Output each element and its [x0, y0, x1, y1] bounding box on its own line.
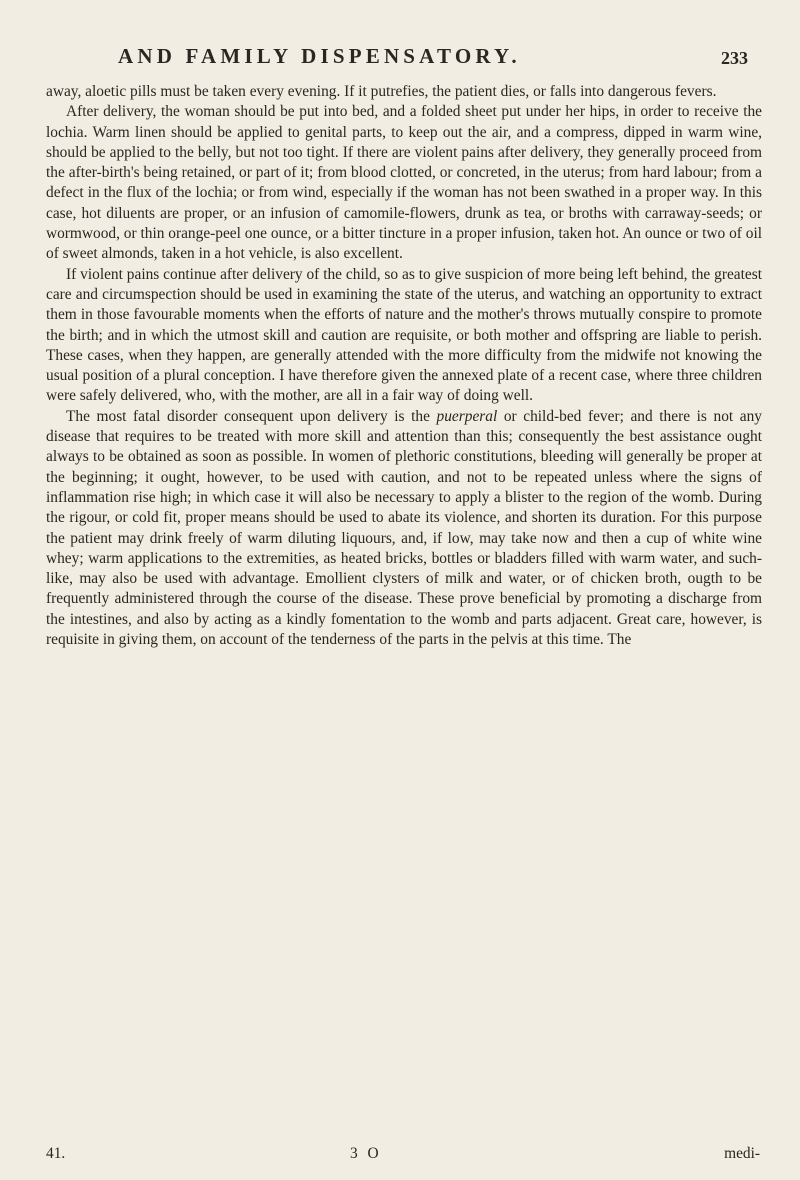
- page-footer: [0, 1145, 800, 1169]
- gathering-mark: 3 O: [350, 1145, 382, 1162]
- catchword: medi-: [724, 1145, 760, 1162]
- signature-mark: 41.: [46, 1145, 66, 1162]
- paragraph-text-rest: or child-bed fever; and there is not any disease that requires to be treated with more skill and attention than this; consequently the best assistance ought always to be obtained as soon as possible. In women of plethoric constitutions, bleeding will generally be proper at the beginning; it ought, however, to be used with caution, and not to be repeated unless where the signs of inflammation rise high; in which case it will also be necessary to apply a blister to the region of the womb. During the rigour, or cold fit, proper means should be used to abate its violence, and shorten its duration. For this purpose the patient may drink freely of warm diluting liquours, and, if low, may take now and then a cup of white wine whey; warm applications to the extremities, as heated bricks, bottles or bladders filled with warm water, and such-like, may also be used with advantage. Emollient clysters of milk and water, or of chicken broth, ougth to be frequently administered through the course of the disease. These prove beneficial by promoting a discharge from the intestines, and also by acting as a kindly fomentation to the womb and parts adjacent. Great care, however, is requisite in giving them, on account of the tenderness of the parts in the pelvis at this time. The: [46, 407, 762, 649]
- running-title: AND FAMILY DISPENSATORY.: [118, 44, 521, 68]
- paragraph-text-start: The most fatal disorder consequent upon delivery is the: [66, 407, 437, 425]
- paragraph-continuation: away, aloetic pills must be taken every evening. If it putrefies, the patient dies, or falls into dangerous fevers.: [46, 83, 717, 100]
- body-text: [46, 82, 762, 650]
- italic-term: puerperal: [436, 407, 498, 425]
- paragraph-violent-pains: If violent pains continue after delivery of the child, so as to give suspicion of more being left behind, the greatest care and circumspection should be used in examining the state of the uterus, and watching an opportunity to extract them in those favourable moments when the efforts of nature and the mother's throws mutually conspire to promote the birth; and in which the utmost skill and caution are requisite, or both mother and offspring are liable to perish. These cases, when they happen, are generally attended with the more difficulty from the midwife not knowing the usual position of a plural conception. I have therefore given the annexed plate of a recent case, where three children were safely delivered, who, with the mother, are all in a fair way of doing well.: [46, 265, 762, 405]
- running-head: [0, 44, 800, 74]
- paragraph-after-delivery: After delivery, the woman should be put into bed, and a folded sheet put under her hips, in order to receive the lochia. Warm linen should be applied to genital parts, to keep out the air, and a compress, dipped in warm wine, should be applied to the belly, but not too tight. If there are violent pains after delivery, they generally proceed from the after-birth's being retained, or part of it; from blood clotted, or concreted, in the uterus; from hard labour; from a defect in the flux of the lochia; or from wind, especially if the woman has not been swathed in a proper way. In this case, hot diluents are proper, or an infusion of camomile-flowers, drunk as tea, or broths with carraway-seeds; or wormwood, or thin orange-peel one ounce, or a bitter tincture in a proper infusion, taken hot. An ounce or two of oil of sweet almonds, taken in a hot vehicle, is also excellent.: [46, 103, 762, 263]
- page-number: 233: [721, 48, 748, 68]
- paragraph-puerperal-fever: [46, 407, 762, 651]
